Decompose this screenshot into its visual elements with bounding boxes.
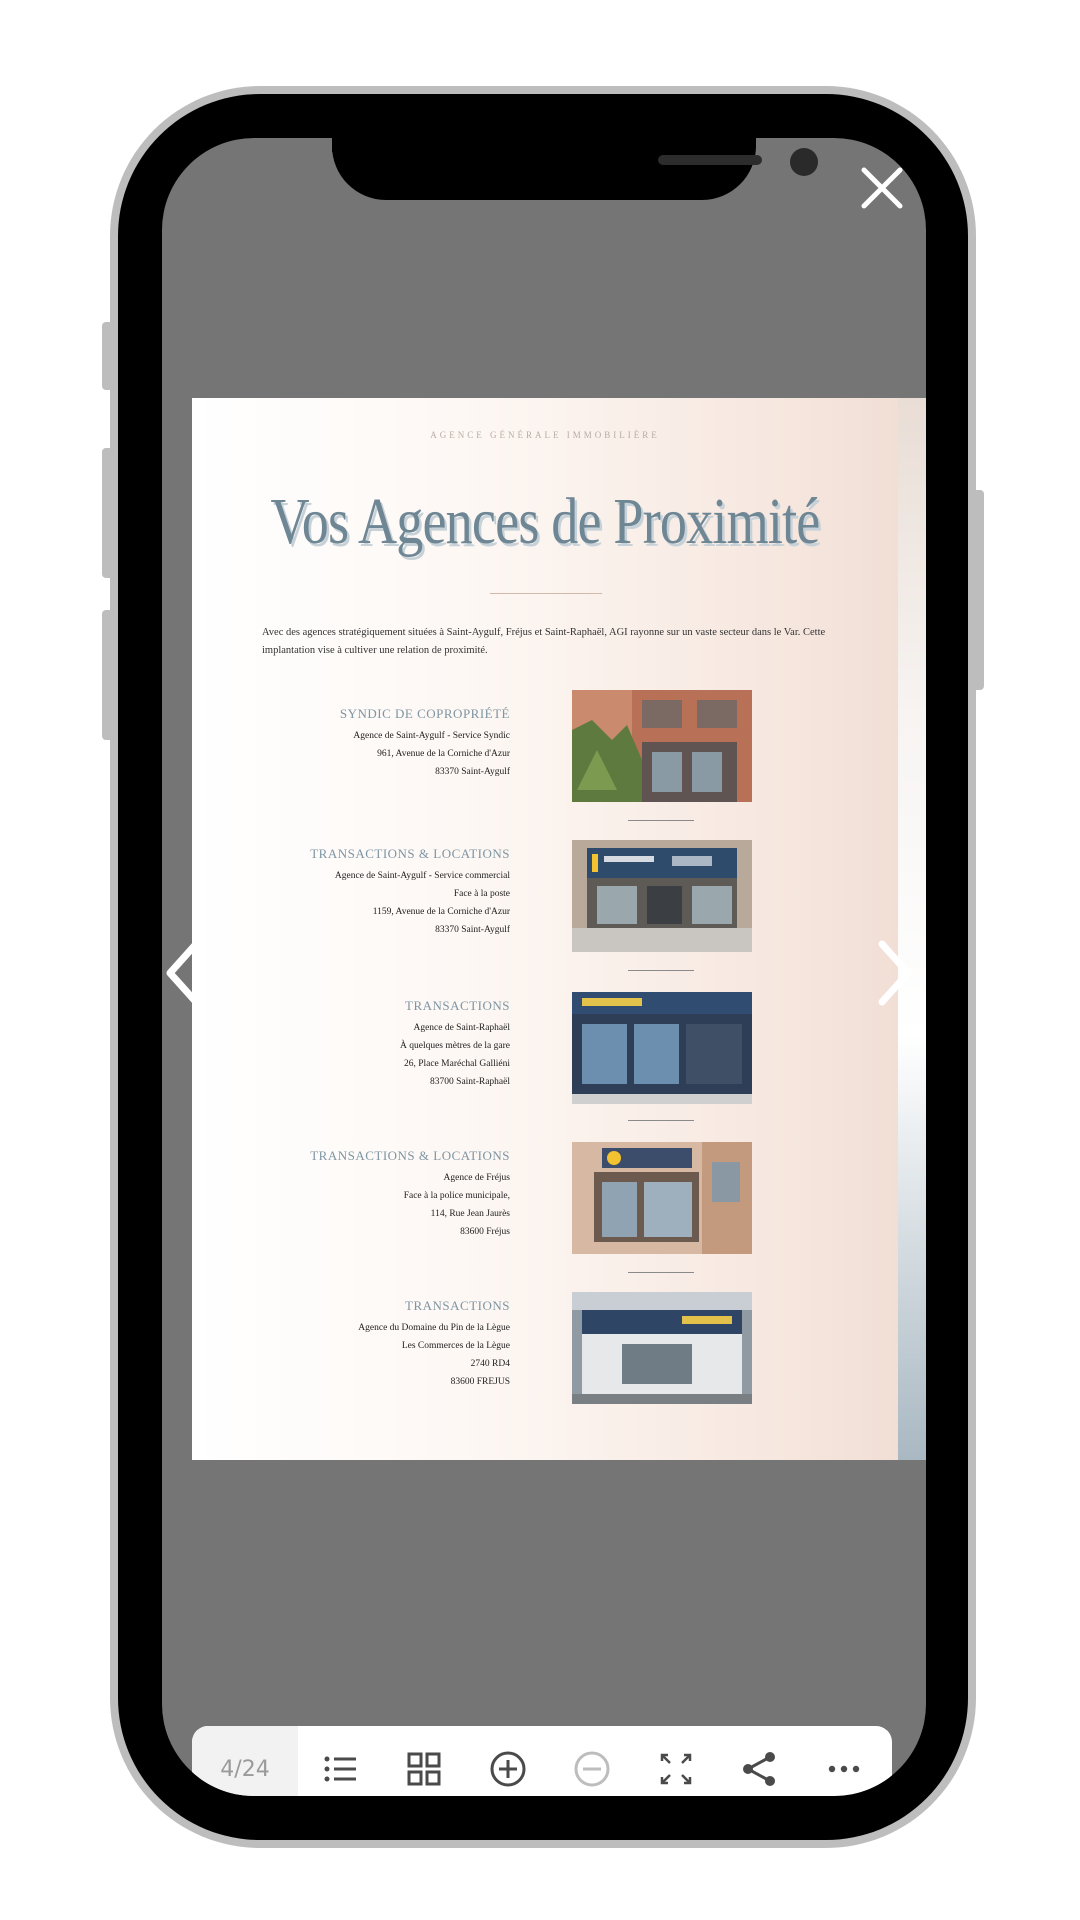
zoom-out-icon [572,1749,612,1789]
agency-heading: TRANSACTIONS [405,998,510,1013]
agency-line: 2740 RD4 [470,1359,510,1369]
agency-line: 1159, Avenue de la Corniche d'Azur [372,907,510,917]
agency-line: 961, Avenue de la Corniche d'Azur [377,749,510,759]
agency-photo [572,992,752,1104]
front-camera [790,148,818,176]
agency-line: Face à la poste [453,889,510,899]
fullscreen-button[interactable] [634,1726,718,1796]
viewer-toolbar [192,1726,892,1796]
agency-line: 83370 Saint-Aygulf [435,925,510,935]
agency-line: 83370 Saint-Aygulf [435,767,510,777]
agency-line: Agence du Domaine du Pin de la Lègue [358,1323,510,1333]
page-indicator[interactable]: 4/24 [192,1726,298,1796]
phone-side-button-mute [102,322,116,390]
agency-photo [572,690,752,802]
thumbnails-icon [404,1749,444,1789]
table-of-contents-icon [320,1749,360,1789]
share-button[interactable] [718,1726,802,1796]
agency-line: À quelques mètres de la gare [400,1041,510,1051]
agency-line: Agence de Fréjus [443,1173,510,1183]
phone-side-button-power [970,490,984,690]
agency-text [210,1298,510,1391]
entry-divider [628,1272,694,1273]
entry-divider [628,1120,694,1121]
more-icon [824,1749,864,1789]
agency-text [210,998,510,1091]
chevron-left-icon [162,928,216,1018]
phone-side-button-volume-down [102,610,116,740]
agency-heading: TRANSACTIONS & LOCATIONS [310,1148,510,1163]
page-title: Vos Agences de Proximité [270,485,820,558]
previous-page-button[interactable] [162,928,216,1018]
agency-text [210,1148,510,1241]
page-subtitle: AGENCE GÉNÉRALE IMMOBILIÈRE [430,430,660,440]
agency-text [210,846,510,939]
next-page-button[interactable] [862,928,922,1018]
agency-line: 83600 Fréjus [460,1227,510,1237]
table-of-contents-button[interactable] [298,1726,382,1796]
agency-photo [572,1292,752,1404]
close-icon [852,158,912,218]
fullscreen-icon [656,1749,696,1789]
agency-line: 83600 FREJUS [450,1377,510,1387]
entry-divider [628,970,694,971]
title-divider [490,593,602,594]
zoom-in-button[interactable] [466,1726,550,1796]
share-icon [740,1749,780,1789]
agency-heading: TRANSACTIONS [405,1298,510,1313]
phone-screen [162,138,926,1796]
agency-line: Agence de Saint-Raphaël [413,1023,510,1033]
close-button[interactable] [852,158,912,218]
agency-line: Face à la police municipale, [403,1191,510,1201]
chevron-right-icon [862,928,922,1018]
phone-side-button-volume-up [102,448,116,578]
agency-line: Agence de Saint-Aygulf - Service Syndic [353,731,510,741]
agency-heading: TRANSACTIONS & LOCATIONS [310,846,510,861]
more-button[interactable] [802,1726,886,1796]
thumbnails-button[interactable] [382,1726,466,1796]
agency-line: 114, Rue Jean Jaurès [430,1209,510,1219]
agency-photo [572,1142,752,1254]
agency-heading: SYNDIC DE COPROPRIÉTÉ [339,706,510,721]
phone-notch [332,138,756,200]
zoom-out-button[interactable] [550,1726,634,1796]
agency-line: 26, Place Maréchal Galliéni [403,1059,510,1069]
entry-divider [628,820,694,821]
zoom-in-icon [488,1749,528,1789]
agency-photo [572,840,752,952]
flipbook-page[interactable] [192,398,926,1460]
agency-line: Agence de Saint-Aygulf - Service commercial [334,871,510,881]
agency-line: 83700 Saint-Raphaël [430,1077,510,1087]
speaker-grille [658,155,762,165]
page-intro: Avec des agences stratégiquement situées à Saint-Aygulf, Fréjus et Saint-Raphaël, AGI rayonne sur un vaste secteur dans le Var. Cette implantation vise à cultiver une relation de proximité. [262,627,826,656]
agency-line: Les Commerces de la Lègue [401,1341,510,1351]
agency-text [210,706,510,781]
